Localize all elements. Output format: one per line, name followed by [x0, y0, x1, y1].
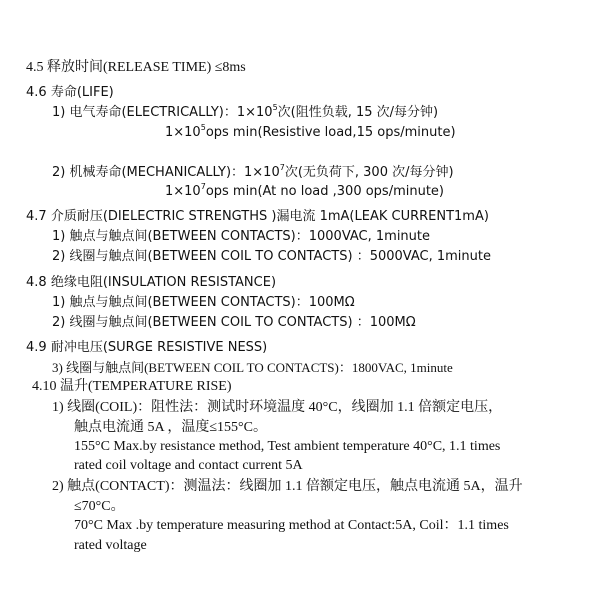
dielectric-heading [26, 208, 489, 226]
life-heading [26, 84, 114, 102]
electrical-life-en-prefix: 1×10 [165, 125, 201, 140]
coil-line-4: rated coil voltage and contact current 5A [74, 458, 303, 473]
exponent: 7 [200, 181, 206, 191]
exponent: 5 [200, 122, 206, 132]
electrical-life-en [165, 124, 456, 142]
electrical-life-suffix: 次(阻性负载, 15 次/每分钟) [277, 105, 439, 120]
section-number: 4.10 [32, 379, 57, 394]
insulation-heading [26, 274, 276, 292]
insulation-item-2: 2) 线圈与触点间(BETWEEN COIL TO CONTACTS) ：100MΩ [52, 315, 416, 330]
electrical-life-prefix: 1) 电气寿命(ELECTRICALLY)：1×10 [52, 105, 273, 120]
surge-heading [26, 339, 267, 357]
surge-item-3: 3) 线圈与触点间(BETWEEN COIL TO CONTACTS)：1800VAC, 1minute [52, 360, 453, 375]
release-time-text: 释放时间(RELEASE TIME) ≤8ms [47, 60, 246, 75]
coil-line-3: 155°C Max.by resistance method, Test ambient temperature 40°C, 1.1 times [74, 439, 501, 454]
section-number: 4.6 [26, 85, 47, 100]
contact-line-1: 2) 触点(CONTACT)：测温法：线圈加 1.1 倍额定电压，触点电流通 5A，温升 [52, 479, 523, 494]
coil-line-2: 触点电流通 5A ，温度≤155°C。 [74, 420, 267, 435]
contact-line-3: 70°C Max .by temperature measuring method at Contact:5A, Coil：1.1 times [74, 518, 509, 533]
surge-title: 耐冲电压(SURGE RESISTIVE NESS) [50, 340, 268, 355]
mechanical-life-cn [52, 164, 454, 182]
dielectric-title: 介质耐压(DIELECTRIC STRENGTHS )漏电流 1mA(LEAK CURRENT1mA) [50, 209, 489, 224]
coil-line-1: 1) 线圈(COIL)：阻性法：测试时环境温度 40°C，线圈加 1.1 倍额定电压， [52, 400, 503, 415]
insulation-title: 绝缘电阻(INSULATION RESISTANCE) [50, 275, 277, 290]
section-number: 4.8 [26, 275, 47, 290]
section-number: 4.7 [26, 209, 47, 224]
dielectric-item-2: 2) 线圈与触点间(BETWEEN COIL TO CONTACTS) ：5000VAC, 1minute [52, 249, 491, 264]
section-number: 4.5 [26, 60, 44, 75]
insulation-item-1: 1) 触点与触点间(BETWEEN CONTACTS)：100MΩ [52, 295, 355, 310]
electrical-life-cn [52, 104, 438, 122]
mechanical-life-suffix: 次(无负荷下, 300 次/每分钟) [284, 165, 454, 180]
mechanical-life-en-prefix: 1×10 [165, 184, 201, 199]
life-title: 寿命(LIFE) [50, 85, 114, 100]
electrical-life-en-suffix: ops min(Resistive load,15 ops/minute) [205, 125, 456, 140]
temperature-heading [32, 378, 232, 396]
mechanical-life-en-suffix: ops min(At no load ,300 ops/minute) [205, 184, 445, 199]
contact-line-2: ≤70°C。 [74, 499, 125, 514]
release-time-line [26, 59, 246, 77]
mechanical-life-en [165, 183, 444, 201]
temperature-title: 温升(TEMPERATURE RISE) [60, 379, 232, 394]
dielectric-item-1: 1) 触点与触点间(BETWEEN CONTACTS)：1000VAC, 1minute [52, 229, 431, 244]
mechanical-life-prefix: 2) 机械寿命(MECHANICALLY)：1×10 [52, 165, 280, 180]
exponent: 5 [272, 102, 278, 112]
section-number: 4.9 [26, 340, 47, 355]
contact-line-4: rated voltage [74, 538, 147, 553]
exponent: 7 [279, 162, 285, 172]
